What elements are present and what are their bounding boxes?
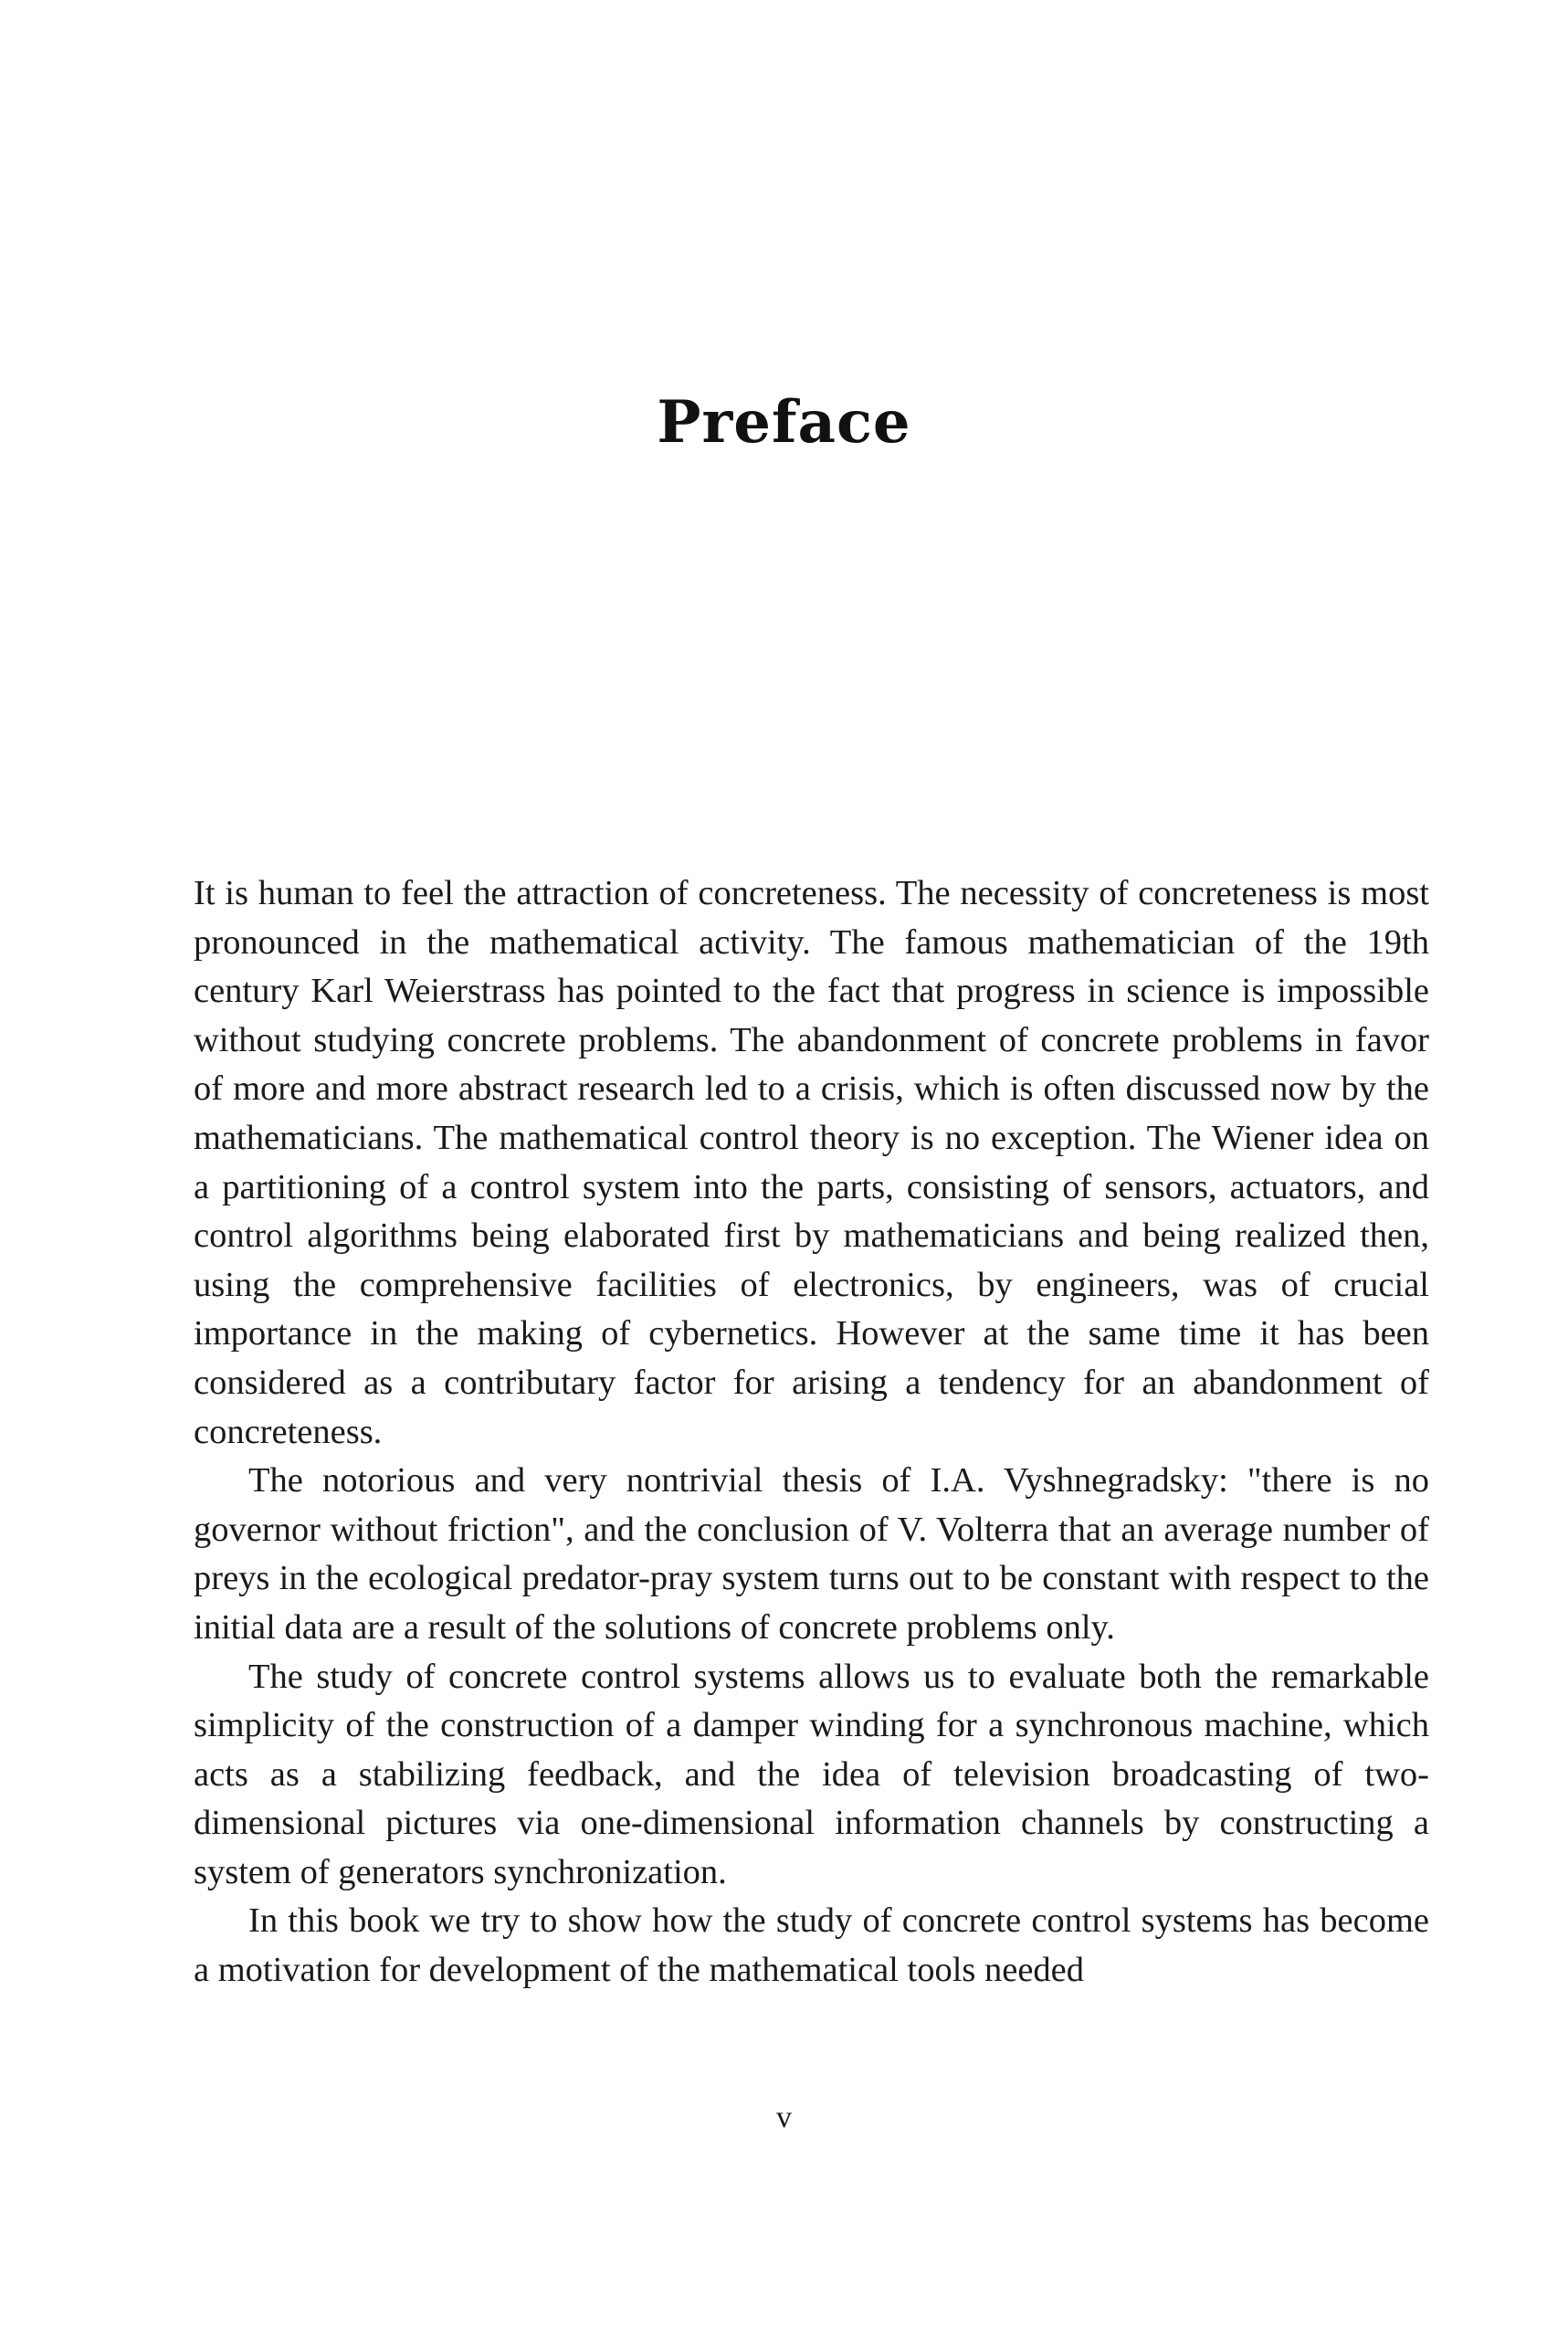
- page-number: v: [776, 2101, 792, 2134]
- page-title: Preface: [657, 388, 911, 457]
- paragraph-1: It is human to feel the attraction of concreteness. The necessity of concreteness is most pronounced in the mathematical activity. The famous mathematician of the 19th century Karl Weierstrass has pointed to the fact that progress in science is impossible without studying concrete problems. The abandonment of concrete problems in favor of more and more abstract research led to a crisis, which is often discussed now by the mathematicians. The mathematical control theory is no exception. The Wiener idea on a partitioning of a control system into the parts, consisting of sensors, actuators, and control algorithms being elaborated first by mathematicians and being realized then, using the comprehensive facilities of electronics, by engineers, was of crucial importance in the making of cybernetics. However at the same time it has been considered as a contributary factor for arising a tendency for an abandonment of concreteness.: [194, 874, 1429, 1451]
- preface-body: [194, 869, 1429, 1995]
- paragraph-4: In this book we try to show how the study of concrete control systems has become a motivation for development of the mathematical tools needed: [194, 1901, 1429, 1990]
- paragraph-3: The study of concrete control systems allows us to evaluate both the remarkable simplicity of the construction of a damper winding for a synchronous machine, which acts as a stabilizing feedback, and the idea of television broadcasting of two-dimensional pictures via one-dimensional information channels by constructing a system of generators synchronization.: [194, 1657, 1429, 1891]
- paragraph-2: The notorious and very nontrivial thesis of I.A. Vyshnegradsky: "there is no governor without friction", and the conclusion of V. Volterra that an average number of preys in the ecological predator-pray system turns out to be constant with respect to the initial data are a result of the solutions of concrete problems only.: [194, 1461, 1429, 1647]
